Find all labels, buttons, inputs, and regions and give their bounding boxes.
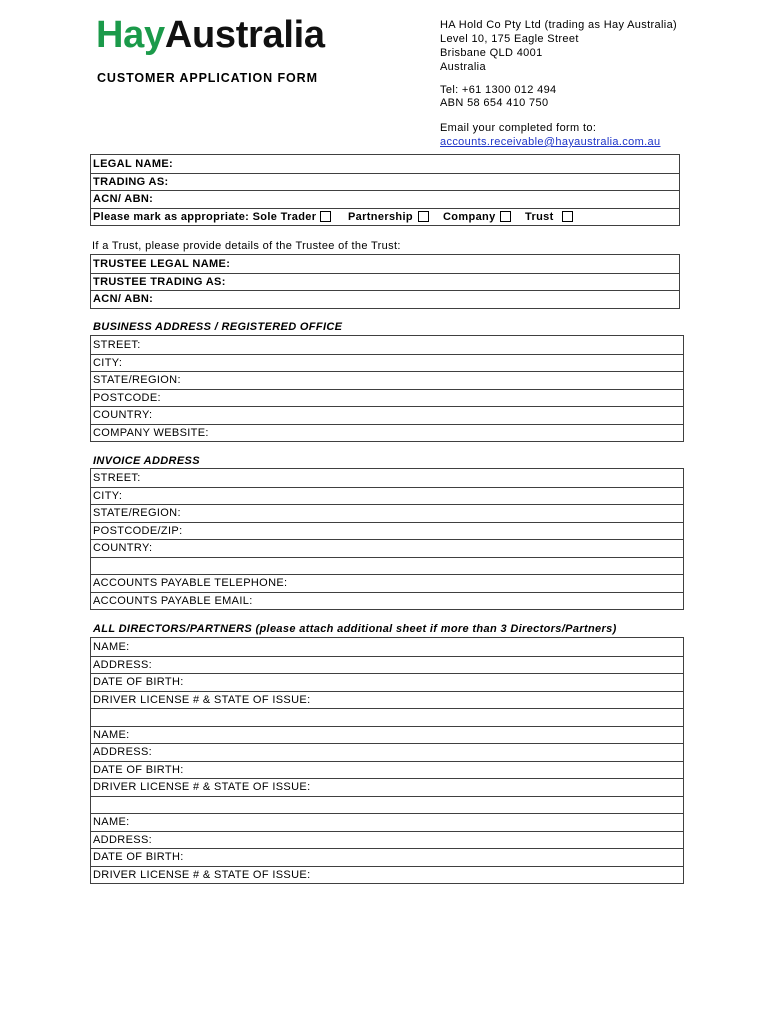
spacer-row [91,557,683,575]
invoice-street-input[interactable] [141,469,683,487]
invoice-city-input[interactable] [122,488,683,505]
director-2-name-input[interactable] [130,727,683,744]
business-street-label: STREET: [93,338,141,351]
director-address-label: ADDRESS: [93,833,153,846]
business-postcode-input[interactable] [161,390,683,407]
ap-telephone-input[interactable] [287,575,683,592]
business-state-row [91,371,683,389]
director-1-dob-input[interactable] [184,674,683,691]
invoice-state-row [91,504,683,522]
invoice-street-row [91,469,683,487]
trustee-details-table [90,254,680,309]
trustee-legal-name-label: TRUSTEE LEGAL NAME: [93,257,231,270]
invoice-city-label: CITY: [93,489,123,502]
director-1-license-row [91,691,683,709]
partnership-label: Partnership [348,210,413,223]
ap-email-row [91,592,683,610]
director-3-name-input[interactable] [130,814,683,831]
trustee-acn-abn-input[interactable] [153,291,679,308]
director-2-address-input[interactable] [152,744,683,761]
director-license-label: DRIVER LICENSE # & STATE OF ISSUE: [93,868,311,881]
director-1-name-row [91,638,683,656]
form-title: CUSTOMER APPLICATION FORM [97,71,318,85]
hay-australia-logo [96,16,325,54]
structure-prompt: Please mark as appropriate: [93,210,250,223]
trading-as-input[interactable] [169,174,679,191]
logo-hay-text: Hay [96,14,165,56]
company-checkbox[interactable] [500,211,511,222]
invoice-postcode-label: POSTCODE/ZIP: [93,524,183,537]
business-postcode-label: POSTCODE: [93,391,161,404]
logo-australia-text: Australia [164,14,325,56]
director-2-address-row [91,743,683,761]
spacer-row [91,708,683,726]
director-2-dob-row [91,761,683,779]
director-3-address-row [91,831,683,849]
director-1-dob-row [91,673,683,691]
director-address-label: ADDRESS: [93,746,153,759]
trustee-trading-as-label: TRUSTEE TRADING AS: [93,275,226,288]
director-2-license-input[interactable] [310,779,683,796]
business-city-label: CITY: [93,356,123,369]
invoice-postcode-input[interactable] [183,523,683,540]
director-dob-label: DATE OF BIRTH: [93,676,184,689]
director-3-address-input[interactable] [152,832,683,849]
director-license-label: DRIVER LICENSE # & STATE OF ISSUE: [93,693,311,706]
director-dob-label: DATE OF BIRTH: [93,851,184,864]
accounts-email-link[interactable]: accounts.receivable@hayaustralia.com.au [440,136,661,148]
director-name-label: NAME: [93,728,130,741]
invoice-address-heading: INVOICE ADDRESS [93,455,200,467]
invoice-postcode-row [91,522,683,540]
entity-details-table [90,154,680,226]
director-dob-label: DATE OF BIRTH: [93,763,184,776]
business-address-heading: BUSINESS ADDRESS / REGISTERED OFFICE [93,321,343,333]
legal-name-label: LEGAL NAME: [93,157,174,170]
director-address-label: ADDRESS: [93,658,153,671]
acn-abn-row [91,190,679,208]
sole-trader-checkbox[interactable] [320,211,331,222]
invoice-address-table [90,468,684,610]
director-1-address-row [91,656,683,674]
director-1-license-input[interactable] [310,692,683,709]
director-1-name-input[interactable] [130,638,683,656]
trustee-legal-name-row [91,255,679,273]
ap-telephone-label: ACCOUNTS PAYABLE TELEPHONE: [93,577,288,590]
trading-as-row [91,173,679,191]
company-name-line: HA Hold Co Pty Ltd (trading as Hay Australia) [440,19,678,31]
business-address-table [90,335,684,442]
business-street-input[interactable] [141,336,683,354]
director-name-label: NAME: [93,640,130,653]
business-street-row [91,336,683,354]
directors-table [90,637,684,884]
director-3-dob-input[interactable] [184,849,683,866]
trustee-acn-abn-row [91,290,679,308]
company-country: Australia [440,61,486,73]
business-country-input[interactable] [152,407,683,424]
business-country-row [91,406,683,424]
company-telephone: Tel: +61 1300 012 494 [440,84,557,96]
directors-heading: ALL DIRECTORS/PARTNERS (please attach additional sheet if more than 3 Directors/Partners) [93,623,617,635]
business-city-row [91,354,683,372]
company-website-label: COMPANY WEBSITE: [93,426,209,439]
invoice-state-label: STATE/REGION: [93,507,181,520]
director-2-name-row [91,726,683,744]
trading-as-label: TRADING AS: [93,175,169,188]
business-country-label: COUNTRY: [93,409,153,422]
invoice-country-input[interactable] [152,540,683,557]
ap-email-input[interactable] [253,593,683,610]
business-state-label: STATE/REGION: [93,374,181,387]
director-3-name-row [91,813,683,831]
company-website-row [91,424,683,442]
legal-name-input[interactable] [173,155,679,173]
business-state-input[interactable] [181,372,683,389]
director-3-dob-row [91,848,683,866]
ap-telephone-row [91,574,683,592]
sole-trader-label: Sole Trader [252,210,317,223]
invoice-country-row [91,539,683,557]
business-city-input[interactable] [122,355,683,372]
trust-label: Trust [525,210,554,223]
invoice-state-input[interactable] [181,505,683,522]
director-1-address-input[interactable] [152,657,683,674]
trustee-acn-abn-label: ACN/ ABN: [93,293,154,306]
company-label: Company [443,210,496,223]
business-postcode-row [91,389,683,407]
spacer-row [91,796,683,814]
director-license-label: DRIVER LICENSE # & STATE OF ISSUE: [93,781,311,794]
trustee-legal-name-input[interactable] [230,255,679,273]
entity-structure-row [91,208,679,226]
trustee-trading-as-input[interactable] [226,274,679,291]
company-website-input[interactable] [209,425,683,442]
ap-email-label: ACCOUNTS PAYABLE EMAIL: [93,594,253,607]
acn-abn-label: ACN/ ABN: [93,193,154,206]
invoice-city-row [91,487,683,505]
invoice-street-label: STREET: [93,471,141,484]
company-street: Level 10, 175 Eagle Street [440,33,579,45]
director-3-license-row [91,866,683,884]
company-abn: ABN 58 654 410 750 [440,97,549,109]
email-prompt: Email your completed form to: [440,122,597,134]
trustee-trading-as-row [91,273,679,291]
company-city-line: Brisbane QLD 4001 [440,47,543,59]
partnership-checkbox[interactable] [418,211,429,222]
director-3-license-input[interactable] [310,867,683,884]
legal-name-row [91,155,679,173]
director-2-license-row [91,778,683,796]
director-name-label: NAME: [93,816,130,829]
invoice-country-label: COUNTRY: [93,542,153,555]
acn-abn-input[interactable] [153,191,679,208]
trust-checkbox[interactable] [562,211,573,222]
director-2-dob-input[interactable] [184,762,683,779]
trustee-note: If a Trust, please provide details of the Trustee of the Trust: [92,240,401,252]
